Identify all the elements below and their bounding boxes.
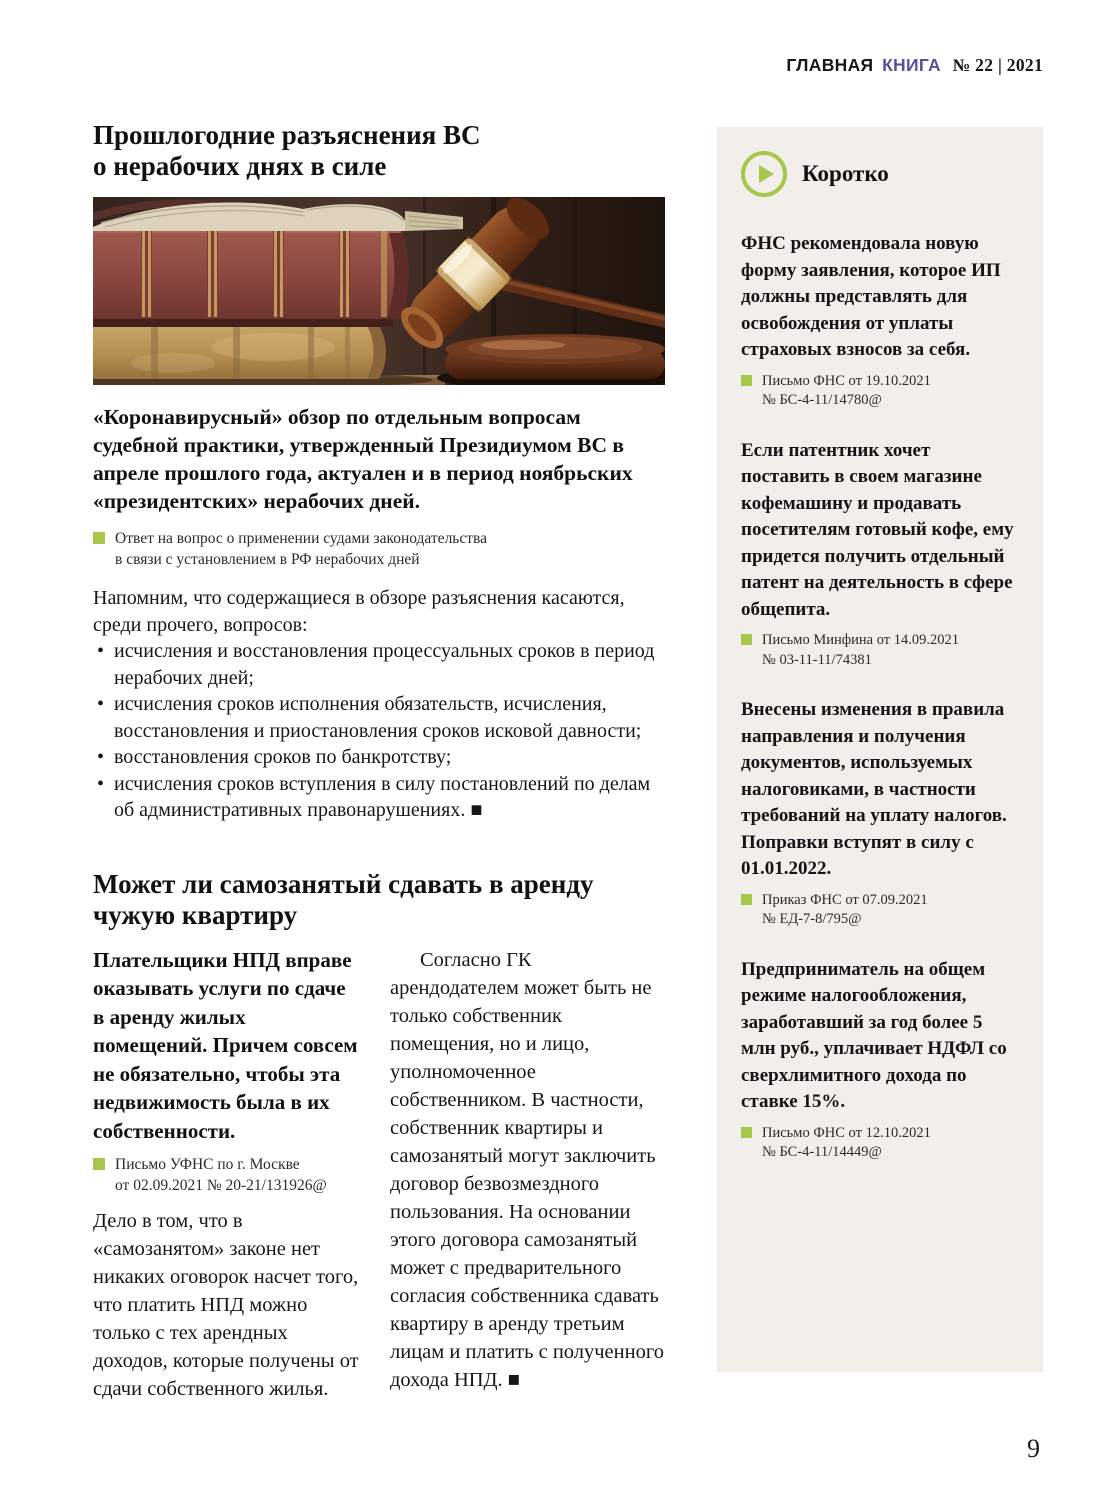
article1-intro: Напомним, что содержащиеся в обзоре разъяснения касаются, среди прочего, вопросов: xyxy=(93,587,625,636)
brief-source-line1: Приказ ФНС от 07.09.2021 xyxy=(762,891,928,908)
article-court-clarifications xyxy=(93,120,665,824)
article1-lead: «Коронавирусный» обзор по отдельным вопросам судебной практики, утвержденный Президиумом ВС в апреле прошлого года, актуален и в период ноябрьских «президентских» нерабочих дней. xyxy=(93,405,633,513)
brief-text: Предприниматель на общем режиме налогообложения, заработавший за год более 5 млн руб., уплачивает НДФЛ со сверхлимитного дохода по ставке 15%. xyxy=(741,958,1007,1112)
masthead xyxy=(786,55,1043,76)
brief-source-line2: № ЕД-7-8/795@ xyxy=(762,911,862,927)
books-gavel-photo xyxy=(93,197,665,385)
bullet-item: • восстановления сроков по банкротству; xyxy=(114,744,665,771)
article2-right-paragraph: Согласно ГК арендодателем может быть не только собственник помещения, но и лицо, уполномоченное собственником. В частности, собственник квартиры и самозанятый могут заключить договор безвозмездного пользования. На основании этого договора самозанятый может с предварительного согласия собственника сдавать квартиру в аренду третьим лицам и платить с полученного дохода НПД. ■ xyxy=(390,948,664,1391)
article2-source-line1: Письмо УФНС по г. Москве xyxy=(115,1156,300,1173)
article1-title-line2: о нерабочих днях в силе xyxy=(93,151,387,181)
article1-source-line1: Ответ на вопрос о применении судами законодательства xyxy=(115,530,488,547)
green-square-icon xyxy=(93,532,105,544)
magazine-name-part2: КНИГА xyxy=(882,55,941,75)
article1-title-line1: Прошлогодние разъяснения ВС xyxy=(93,120,481,150)
sidebar-brief xyxy=(741,697,1019,930)
sidebar-korotko xyxy=(717,127,1043,1372)
brief-source-text xyxy=(762,372,931,411)
article-self-employed-rent xyxy=(93,869,665,1404)
article2-title-line2: чужую квартиру xyxy=(93,899,298,930)
bullet-item: • исчисления сроков исполнения обязательств, исчисления, восстановления и приостановления сроков исковой давности; xyxy=(114,691,665,744)
brief-source-line2: № 03-11-11/74381 xyxy=(762,651,872,668)
article1-source-text xyxy=(115,528,487,570)
green-square-icon xyxy=(93,1158,105,1170)
play-icon xyxy=(741,151,787,197)
article1-source-note xyxy=(93,528,665,570)
brief-source xyxy=(741,891,1019,930)
sidebar-brief xyxy=(741,231,1019,411)
article2-source-note xyxy=(93,1154,360,1196)
sidebar-brief xyxy=(741,957,1019,1163)
brief-source-text xyxy=(762,631,959,670)
article2-left-paragraph: Дело в том, что в «самозанятом» законе нет никаких оговорок насчет того, что платить НПД можно только с тех арендных доходов, которые получены от сдачи собственного жилья. xyxy=(93,1210,359,1400)
brief-source-line1: Письмо Минфина от 14.09.2021 xyxy=(762,632,959,648)
article2-title-line1: Может ли самозанятый сдавать в аренду xyxy=(93,868,594,899)
brief-source-line1: Письмо ФНС от 12.10.2021 xyxy=(762,1124,931,1141)
brief-text: ФНС рекомендовала новую форму заявления, которое ИП должны представлять для освобождения от уплаты страховых взносов за себя. xyxy=(741,233,1001,360)
brief-source-text xyxy=(762,891,928,930)
brief-text: Если патентник хочет поставить в своем магазине кофемашину и продавать посетителям готовый кофе, ему придется получить отдельный патент на деятельность в сфере общепита. xyxy=(741,439,1014,620)
green-square-icon xyxy=(741,1127,752,1138)
brief-source xyxy=(741,1124,1019,1163)
brief-source xyxy=(741,631,1019,670)
article2-source-text xyxy=(115,1154,327,1196)
sidebar-brief xyxy=(741,438,1019,671)
green-square-icon xyxy=(741,634,752,645)
sidebar-header xyxy=(741,151,1019,197)
article1-source-line2: в связи с установлением в РФ нерабочих дней xyxy=(115,551,420,568)
article2-left-lead: Плательщики НПД вправе оказывать услуги по сдаче в аренду жилых помещений. Причем совсем не обязательно, чтобы эта недвижимость была в их собственности. xyxy=(93,947,358,1143)
brief-source-text xyxy=(762,1124,931,1163)
article1-title xyxy=(93,120,665,182)
page-number: 9 xyxy=(1027,1434,1040,1463)
article2-columns xyxy=(93,946,665,1404)
issue-number: № 22 | 2021 xyxy=(952,55,1043,75)
sidebar-title: Коротко xyxy=(802,161,889,186)
green-square-icon xyxy=(741,375,752,386)
brief-source xyxy=(741,372,1019,411)
brief-source-line2: № БС-4-11/14449@ xyxy=(762,1144,882,1160)
main-column xyxy=(93,120,665,1403)
magazine-name-part1: ГЛАВНАЯ xyxy=(786,55,874,75)
article2-source-line2: от 02.09.2021 № 20-21/131926@ xyxy=(115,1177,327,1194)
brief-text: Внесены изменения в правила направления и получения документов, используемых налоговиками, в частности требований на уплату налогов. Поправки вступят в силу с 01.01.2022. xyxy=(741,699,1007,879)
article2-left-column xyxy=(93,946,360,1404)
bullet-item: • исчисления и восстановления процессуальных сроков в период нерабочих дней; xyxy=(114,638,665,691)
brief-source-line2: № БС-4-11/14780@ xyxy=(762,392,882,408)
article2-title xyxy=(93,869,665,931)
brief-source-line1: Письмо ФНС от 19.10.2021 xyxy=(762,372,931,389)
article1-bullet-list xyxy=(93,638,665,824)
play-triangle-icon xyxy=(759,165,774,183)
green-square-icon xyxy=(741,894,752,905)
bullet-item: • исчисления сроков вступления в силу постановлений по делам об административных правонарушениях. ■ xyxy=(114,771,665,824)
article2-right-column xyxy=(390,946,665,1404)
